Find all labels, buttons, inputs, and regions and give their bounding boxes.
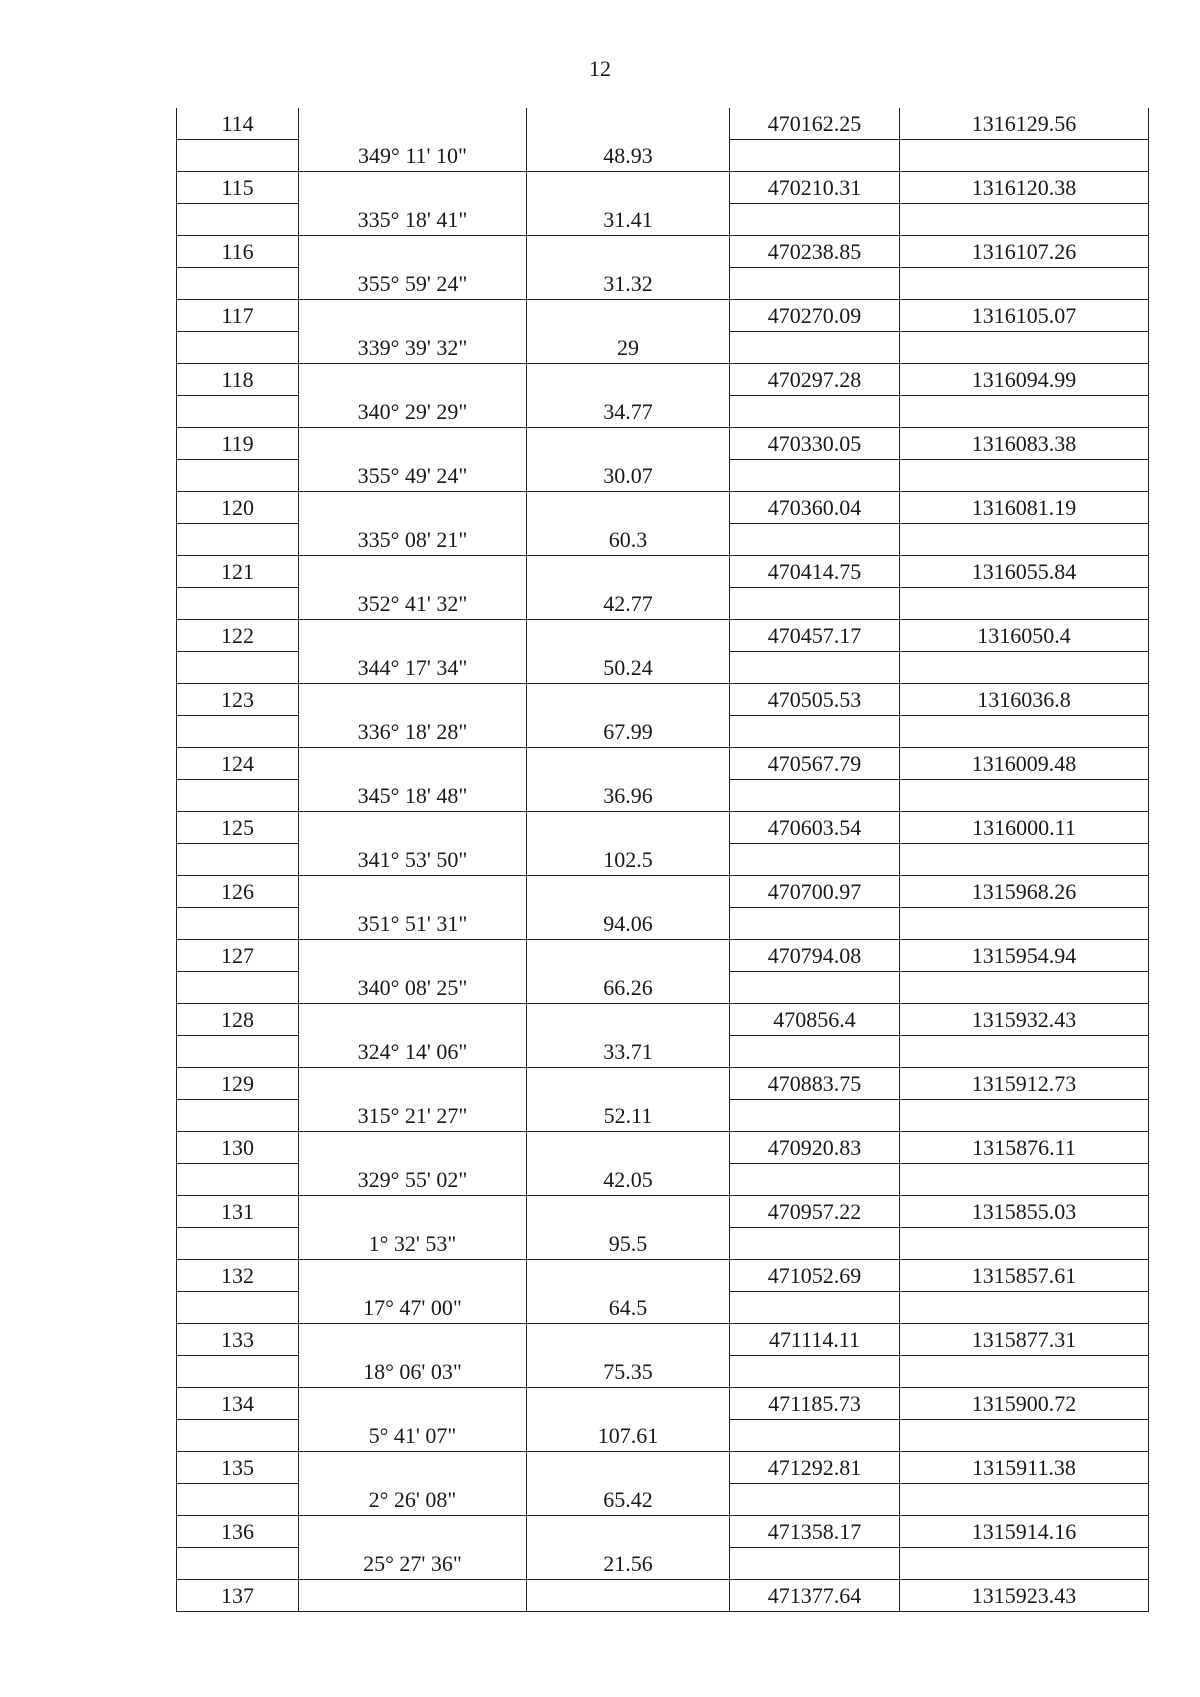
distance-cell-empty: [527, 1068, 730, 1100]
table-row-leg: [177, 716, 1149, 748]
distance: 102.5: [527, 844, 730, 876]
point-number: 137: [177, 1580, 299, 1612]
table-row-point: [177, 1260, 1149, 1292]
y-cell-empty: [900, 1100, 1149, 1132]
table-row-point: [177, 236, 1149, 268]
x-coordinate: 470883.75: [730, 1068, 900, 1100]
x-cell-empty: [730, 524, 900, 556]
distance: 52.11: [527, 1100, 730, 1132]
x-cell-empty: [730, 460, 900, 492]
table-row-point: [177, 108, 1149, 140]
x-coordinate: 470238.85: [730, 236, 900, 268]
y-cell-empty: [900, 460, 1149, 492]
point-number: 115: [177, 172, 299, 204]
distance: 31.41: [527, 204, 730, 236]
distance-cell-empty: [527, 236, 730, 268]
x-cell-empty: [730, 1356, 900, 1388]
bearing-cell-empty: [299, 172, 527, 204]
distance: 50.24: [527, 652, 730, 684]
x-cell-empty: [730, 1164, 900, 1196]
y-coordinate: 1316055.84: [900, 556, 1149, 588]
point-cell-empty: [177, 396, 299, 428]
distance-cell-empty: [527, 1388, 730, 1420]
y-coordinate: 1315968.26: [900, 876, 1149, 908]
y-cell-empty: [900, 1036, 1149, 1068]
table-row-point: [177, 300, 1149, 332]
point-number: 134: [177, 1388, 299, 1420]
bearing: 341° 53' 50": [299, 844, 527, 876]
point-cell-empty: [177, 652, 299, 684]
table-row-leg: [177, 268, 1149, 300]
x-coordinate: 470270.09: [730, 300, 900, 332]
x-cell-empty: [730, 1036, 900, 1068]
y-cell-empty: [900, 140, 1149, 172]
distance-cell-empty: [527, 556, 730, 588]
distance: 60.3: [527, 524, 730, 556]
table-row-leg: [177, 396, 1149, 428]
point-cell-empty: [177, 460, 299, 492]
y-cell-empty: [900, 972, 1149, 1004]
table-row-leg: [177, 1292, 1149, 1324]
table-row-leg: [177, 844, 1149, 876]
distance: 64.5: [527, 1292, 730, 1324]
point-cell-empty: [177, 1164, 299, 1196]
point-number: 126: [177, 876, 299, 908]
point-number: 121: [177, 556, 299, 588]
y-coordinate: 1315911.38: [900, 1452, 1149, 1484]
table-row-point: [177, 1068, 1149, 1100]
table-row-point: [177, 1196, 1149, 1228]
y-coordinate: 1316009.48: [900, 748, 1149, 780]
bearing-cell-empty: [299, 876, 527, 908]
x-cell-empty: [730, 588, 900, 620]
distance-cell-empty: [527, 1516, 730, 1548]
y-cell-empty: [900, 588, 1149, 620]
distance-cell-empty: [527, 748, 730, 780]
y-cell-empty: [900, 204, 1149, 236]
point-cell-empty: [177, 588, 299, 620]
distance-cell-empty: [527, 300, 730, 332]
y-coordinate: 1316000.11: [900, 812, 1149, 844]
distance-cell-empty: [527, 1452, 730, 1484]
x-coordinate: 470330.05: [730, 428, 900, 460]
point-number: 124: [177, 748, 299, 780]
x-cell-empty: [730, 716, 900, 748]
x-cell-empty: [730, 1420, 900, 1452]
bearing: 5° 41' 07": [299, 1420, 527, 1452]
bearing-cell-empty: [299, 428, 527, 460]
x-cell-empty: [730, 1548, 900, 1580]
y-coordinate: 1315900.72: [900, 1388, 1149, 1420]
y-cell-empty: [900, 716, 1149, 748]
y-coordinate: 1316081.19: [900, 492, 1149, 524]
x-cell-empty: [730, 1100, 900, 1132]
y-coordinate: 1316094.99: [900, 364, 1149, 396]
x-coordinate: 470210.31: [730, 172, 900, 204]
bearing-cell-empty: [299, 1196, 527, 1228]
bearing: 335° 18' 41": [299, 204, 527, 236]
point-cell-empty: [177, 1484, 299, 1516]
bearing: 355° 59' 24": [299, 268, 527, 300]
y-cell-empty: [900, 268, 1149, 300]
x-coordinate: 470360.04: [730, 492, 900, 524]
y-coordinate: 1316105.07: [900, 300, 1149, 332]
x-coordinate: 470920.83: [730, 1132, 900, 1164]
bearing: 340° 08' 25": [299, 972, 527, 1004]
x-coordinate: 470567.79: [730, 748, 900, 780]
table-row-leg: [177, 1100, 1149, 1132]
bearing: 339° 39' 32": [299, 332, 527, 364]
coordinate-table-body: [177, 108, 1149, 1612]
distance-cell-empty: [527, 1260, 730, 1292]
table-row-point: [177, 1516, 1149, 1548]
x-coordinate: 471052.69: [730, 1260, 900, 1292]
y-cell-empty: [900, 1292, 1149, 1324]
bearing: 315° 21' 27": [299, 1100, 527, 1132]
distance: 42.05: [527, 1164, 730, 1196]
bearing: 2° 26' 08": [299, 1484, 527, 1516]
distance: 66.26: [527, 972, 730, 1004]
bearing-cell-empty: [299, 300, 527, 332]
y-coordinate: 1316083.38: [900, 428, 1149, 460]
distance: 75.35: [527, 1356, 730, 1388]
x-cell-empty: [730, 1484, 900, 1516]
point-cell-empty: [177, 1100, 299, 1132]
y-cell-empty: [900, 908, 1149, 940]
y-coordinate: 1315877.31: [900, 1324, 1149, 1356]
x-coordinate: 470603.54: [730, 812, 900, 844]
table-row-point: [177, 492, 1149, 524]
table-row-point: [177, 748, 1149, 780]
distance: 48.93: [527, 140, 730, 172]
table-row-point: [177, 1388, 1149, 1420]
distance: 107.61: [527, 1420, 730, 1452]
x-coordinate: 470457.17: [730, 620, 900, 652]
point-number: 135: [177, 1452, 299, 1484]
y-cell-empty: [900, 1548, 1149, 1580]
bearing-cell-empty: [299, 1004, 527, 1036]
bearing: 17° 47' 00": [299, 1292, 527, 1324]
table-row-point: [177, 428, 1149, 460]
x-cell-empty: [730, 1292, 900, 1324]
distance: 21.56: [527, 1548, 730, 1580]
distance-cell-empty: [527, 1196, 730, 1228]
table-row-leg: [177, 1548, 1149, 1580]
distance: 94.06: [527, 908, 730, 940]
x-coordinate: 470700.97: [730, 876, 900, 908]
x-cell-empty: [730, 908, 900, 940]
y-coordinate: 1315912.73: [900, 1068, 1149, 1100]
distance-cell-empty: [527, 812, 730, 844]
y-coordinate: 1315954.94: [900, 940, 1149, 972]
distance: 67.99: [527, 716, 730, 748]
x-coordinate: 471185.73: [730, 1388, 900, 1420]
x-coordinate: 471377.64: [730, 1580, 900, 1612]
distance: 31.32: [527, 268, 730, 300]
bearing-cell-empty: [299, 1452, 527, 1484]
distance-cell-empty: [527, 876, 730, 908]
x-coordinate: 471114.11: [730, 1324, 900, 1356]
x-cell-empty: [730, 844, 900, 876]
table-row-point: [177, 684, 1149, 716]
distance-cell-empty: [527, 428, 730, 460]
distance-cell-empty: [527, 1324, 730, 1356]
y-coordinate: 1315932.43: [900, 1004, 1149, 1036]
point-number: 118: [177, 364, 299, 396]
bearing-cell-empty: [299, 1324, 527, 1356]
bearing: 352° 41' 32": [299, 588, 527, 620]
x-cell-empty: [730, 652, 900, 684]
table-row-leg: [177, 524, 1149, 556]
table-row-leg: [177, 460, 1149, 492]
point-number: 125: [177, 812, 299, 844]
point-number: 119: [177, 428, 299, 460]
distance-cell-empty: [527, 172, 730, 204]
table-row-point: [177, 1452, 1149, 1484]
point-number: 129: [177, 1068, 299, 1100]
bearing-cell-empty: [299, 812, 527, 844]
x-coordinate: 471358.17: [730, 1516, 900, 1548]
point-cell-empty: [177, 908, 299, 940]
bearing-cell-empty: [299, 684, 527, 716]
point-cell-empty: [177, 1292, 299, 1324]
bearing: 351° 51' 31": [299, 908, 527, 940]
bearing-cell-empty: [299, 108, 527, 140]
bearing-cell-empty: [299, 940, 527, 972]
x-coordinate: 470297.28: [730, 364, 900, 396]
y-cell-empty: [900, 1356, 1149, 1388]
bearing: 324° 14' 06": [299, 1036, 527, 1068]
bearing-cell-empty: [299, 236, 527, 268]
x-cell-empty: [730, 332, 900, 364]
distance-cell-empty: [527, 620, 730, 652]
bearing: 344° 17' 34": [299, 652, 527, 684]
x-cell-empty: [730, 204, 900, 236]
y-cell-empty: [900, 1228, 1149, 1260]
point-cell-empty: [177, 332, 299, 364]
point-cell-empty: [177, 524, 299, 556]
table-row-leg: [177, 652, 1149, 684]
point-number: 116: [177, 236, 299, 268]
distance: 36.96: [527, 780, 730, 812]
point-cell-empty: [177, 1548, 299, 1580]
bearing: 349° 11' 10": [299, 140, 527, 172]
table-row-point: [177, 940, 1149, 972]
y-coordinate: 1316036.8: [900, 684, 1149, 716]
point-number: 120: [177, 492, 299, 524]
point-number: 130: [177, 1132, 299, 1164]
table-row-point: [177, 1580, 1149, 1612]
bearing-cell-empty: [299, 364, 527, 396]
point-number: 131: [177, 1196, 299, 1228]
bearing: 355° 49' 24": [299, 460, 527, 492]
table-row-point: [177, 364, 1149, 396]
point-cell-empty: [177, 1356, 299, 1388]
y-coordinate: 1315855.03: [900, 1196, 1149, 1228]
point-cell-empty: [177, 1420, 299, 1452]
distance: 42.77: [527, 588, 730, 620]
bearing: 18° 06' 03": [299, 1356, 527, 1388]
distance-cell-empty: [527, 1132, 730, 1164]
table-row-leg: [177, 1228, 1149, 1260]
y-coordinate: 1316120.38: [900, 172, 1149, 204]
y-cell-empty: [900, 332, 1149, 364]
table-row-leg: [177, 1036, 1149, 1068]
table-row-leg: [177, 972, 1149, 1004]
point-cell-empty: [177, 1228, 299, 1260]
point-number: 127: [177, 940, 299, 972]
point-cell-empty: [177, 780, 299, 812]
x-coordinate: 470162.25: [730, 108, 900, 140]
distance-cell-empty: [527, 1004, 730, 1036]
point-cell-empty: [177, 844, 299, 876]
point-number: 117: [177, 300, 299, 332]
bearing: 329° 55' 02": [299, 1164, 527, 1196]
distance: 33.71: [527, 1036, 730, 1068]
y-cell-empty: [900, 1420, 1149, 1452]
table-row-leg: [177, 1164, 1149, 1196]
x-cell-empty: [730, 780, 900, 812]
bearing: 1° 32' 53": [299, 1228, 527, 1260]
distance: 34.77: [527, 396, 730, 428]
y-coordinate: 1315876.11: [900, 1132, 1149, 1164]
y-coordinate: 1315923.43: [900, 1580, 1149, 1612]
x-coordinate: 470957.22: [730, 1196, 900, 1228]
y-cell-empty: [900, 652, 1149, 684]
point-cell-empty: [177, 716, 299, 748]
point-number: 132: [177, 1260, 299, 1292]
table-row-point: [177, 1324, 1149, 1356]
distance: 30.07: [527, 460, 730, 492]
coordinate-table: [176, 108, 1149, 1612]
x-coordinate: 470856.4: [730, 1004, 900, 1036]
table-row-leg: [177, 140, 1149, 172]
table-row-point: [177, 172, 1149, 204]
bearing: 335° 08' 21": [299, 524, 527, 556]
bearing-cell-empty: [299, 1132, 527, 1164]
bearing-cell-empty: [299, 1388, 527, 1420]
table-row-point: [177, 1132, 1149, 1164]
point-number: 123: [177, 684, 299, 716]
table-row-point: [177, 620, 1149, 652]
table-row-leg: [177, 332, 1149, 364]
bearing: 340° 29' 29": [299, 396, 527, 428]
table-row-point: [177, 812, 1149, 844]
distance: 29: [527, 332, 730, 364]
x-coordinate: 470414.75: [730, 556, 900, 588]
x-cell-empty: [730, 396, 900, 428]
y-cell-empty: [900, 1484, 1149, 1516]
y-coordinate: 1316107.26: [900, 236, 1149, 268]
y-coordinate: 1315857.61: [900, 1260, 1149, 1292]
y-coordinate: 1315914.16: [900, 1516, 1149, 1548]
x-cell-empty: [730, 972, 900, 1004]
point-number: 133: [177, 1324, 299, 1356]
table-row-point: [177, 1004, 1149, 1036]
point-cell-empty: [177, 268, 299, 300]
point-cell-empty: [177, 1036, 299, 1068]
distance-cell-empty: [527, 684, 730, 716]
bearing-cell-empty: [299, 492, 527, 524]
y-cell-empty: [900, 1164, 1149, 1196]
point-number: 128: [177, 1004, 299, 1036]
distance-cell-empty: [527, 1580, 730, 1612]
point-number: 114: [177, 108, 299, 140]
distance-cell-empty: [527, 940, 730, 972]
x-cell-empty: [730, 140, 900, 172]
y-cell-empty: [900, 780, 1149, 812]
x-coordinate: 470794.08: [730, 940, 900, 972]
bearing-cell-empty: [299, 556, 527, 588]
bearing-cell-empty: [299, 1260, 527, 1292]
y-cell-empty: [900, 396, 1149, 428]
x-coordinate: 470505.53: [730, 684, 900, 716]
distance-cell-empty: [527, 108, 730, 140]
table-row-leg: [177, 1356, 1149, 1388]
bearing-cell-empty: [299, 1068, 527, 1100]
table-row-leg: [177, 780, 1149, 812]
page-number: 12: [589, 56, 611, 81]
bearing: 345° 18' 48": [299, 780, 527, 812]
table-row-leg: [177, 588, 1149, 620]
distance-cell-empty: [527, 492, 730, 524]
table-row-leg: [177, 1420, 1149, 1452]
table-row-point: [177, 876, 1149, 908]
y-coordinate: 1316050.4: [900, 620, 1149, 652]
bearing: 336° 18' 28": [299, 716, 527, 748]
point-number: 122: [177, 620, 299, 652]
distance: 65.42: [527, 1484, 730, 1516]
point-cell-empty: [177, 972, 299, 1004]
distance-cell-empty: [527, 364, 730, 396]
x-coordinate: 471292.81: [730, 1452, 900, 1484]
y-cell-empty: [900, 524, 1149, 556]
bearing-cell-empty: [299, 748, 527, 780]
x-cell-empty: [730, 1228, 900, 1260]
y-coordinate: 1316129.56: [900, 108, 1149, 140]
table-row-point: [177, 556, 1149, 588]
bearing-cell-empty: [299, 620, 527, 652]
table-row-leg: [177, 204, 1149, 236]
distance: 95.5: [527, 1228, 730, 1260]
point-number: 136: [177, 1516, 299, 1548]
table-row-leg: [177, 1484, 1149, 1516]
point-cell-empty: [177, 204, 299, 236]
table-row-leg: [177, 908, 1149, 940]
point-cell-empty: [177, 140, 299, 172]
x-cell-empty: [730, 268, 900, 300]
y-cell-empty: [900, 844, 1149, 876]
bearing-cell-empty: [299, 1580, 527, 1612]
bearing-cell-empty: [299, 1516, 527, 1548]
bearing: 25° 27' 36": [299, 1548, 527, 1580]
